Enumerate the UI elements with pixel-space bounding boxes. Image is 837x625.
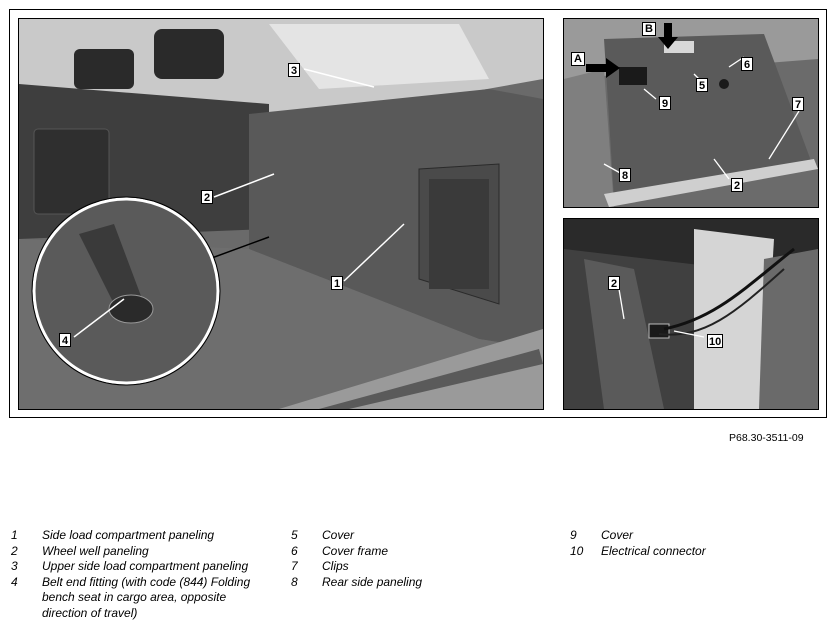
callout-6: 6 [741,57,753,71]
callout-10: 10 [709,336,722,348]
legend-text: Belt end fitting (with code (844) Folding bench seat in cargo area, opposite direction of travel) [42,574,251,620]
callout-2-lower: 2 [608,276,620,290]
figure-code: P68.30-3511-09 [729,432,804,444]
legend-item [570,528,810,544]
callout-8: 8 [619,168,631,182]
legend-text: Electrical connector [601,543,706,558]
legend-item [291,559,531,575]
legend-num: 5 [291,528,298,542]
legend-num: 9 [570,528,577,542]
callout-4: 4 [59,333,71,347]
legend-text: Clips [322,559,349,573]
legend-num: 6 [291,543,298,558]
legend-num: 1 [11,528,18,542]
callout-5: 5 [696,78,708,92]
legend-num: 7 [291,559,298,573]
legend-item [11,575,273,622]
callout-7: 7 [792,97,804,111]
legend-num: 8 [291,574,298,589]
callout-2-upper: 2 [731,178,743,192]
legend-text: Rear side paneling [322,574,423,589]
legend-column-3 [570,528,810,559]
legend-text: Cover [601,528,634,542]
arrow-label-b: B [642,22,656,36]
legend-num: 3 [11,559,18,573]
legend-num: 2 [11,543,18,558]
legend-item [11,559,273,575]
legend-text: Side load compartment paneling [42,528,215,542]
legend-num: 4 [11,574,18,589]
cover-detail-photo [563,18,819,208]
legend-text: Upper side load compartment paneling [42,559,249,573]
legend-text: Wheel well paneling [42,543,149,558]
callout-2: 2 [201,190,213,204]
legend-item [570,544,810,560]
legend-item [11,544,273,560]
arrow-label-a: A [571,52,585,66]
callout-1: 1 [331,276,343,290]
callout-3: 3 [288,63,300,77]
legend-item [291,528,531,544]
connector-detail-photo [563,218,819,410]
legend-column-2 [291,528,531,590]
legend-item [11,528,273,544]
legend-item [291,575,531,591]
legend-num: 10 [570,543,584,558]
callout-9: 9 [659,96,671,110]
legend-text: Cover [322,528,355,542]
legend-text: Cover frame [322,543,389,558]
legend-item [291,544,531,560]
cargo-area-photo [18,18,544,410]
legend-column-1 [11,528,273,621]
